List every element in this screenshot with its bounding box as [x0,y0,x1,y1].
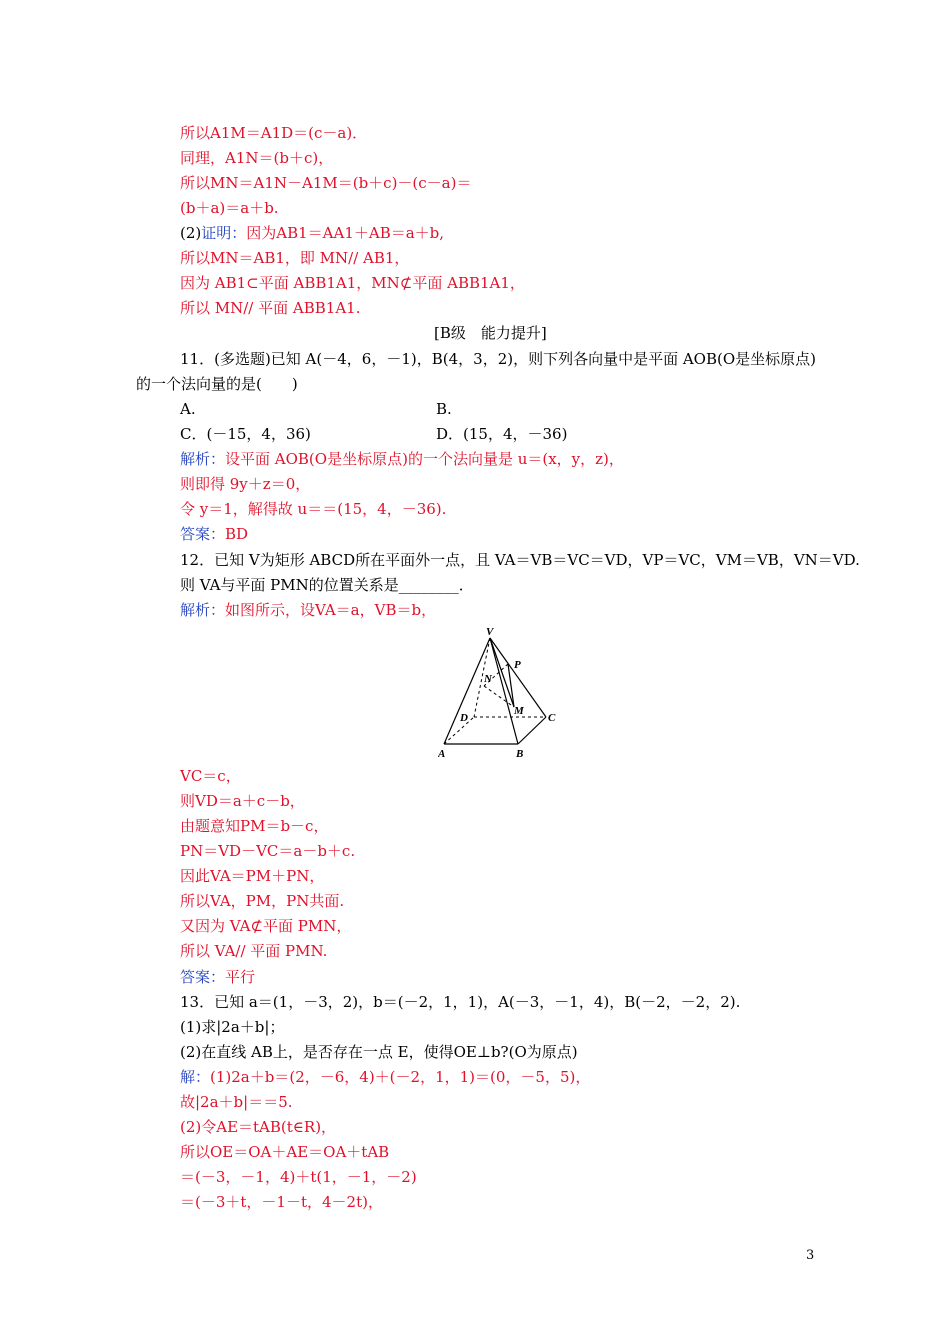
solution-start [180,1066,590,1088]
label-m: M [514,705,524,717]
proof-text: 因为AB1＝AA1＋AB＝a＋b, [246,224,445,242]
solution-line: 所以VA，PM，PN共面. [180,892,345,910]
answer-label: 答案： [180,525,226,543]
solution-line: 故|2a＋b|＝＝5. [180,1093,293,1111]
analysis-label: 解析： [180,601,226,619]
label-b: B [516,748,524,760]
solution-line: VC＝c， [180,767,241,785]
edge-ad [444,717,474,744]
solution-line: (2)令AE＝tAB(t∈R)， [180,1118,337,1136]
label-a: A [438,748,446,760]
question-13-part2: (2)在直线 AB上，是否存在一点 E，使得OE⊥b?(O为原点) [180,1043,578,1061]
answer-label: 答案： [180,968,226,986]
question-11-cont: 的一个法向量的是( ) [136,375,298,393]
label-p: P [514,659,521,671]
solution-line: ＝(－3，－1，4)＋t(1，－1，－2) [180,1168,417,1186]
solution-line: 所以OE＝OA＋AE＝OA＋tAB [180,1143,390,1161]
solution-line: 又因为 VA⊄平面 PMN， [180,917,352,935]
edge-vb [490,638,518,744]
solution-line: 令 y＝1，解得故 u＝＝(15，4，－36). [180,500,447,518]
solution-text: (1)2a＋b＝(2，－6，4)＋(－2，1，1)＝(0，－5，5)， [210,1068,591,1086]
option-d: D．(15，4，－36) [436,425,568,443]
answer-line [180,966,255,988]
label-v: V [486,626,494,638]
question-12-cont: 则 VA与平面 PMN的位置关系是________． [180,576,474,594]
solution-line: 所以A1M＝A1D＝(c－a)． [180,124,368,142]
question-13: 13．已知 a＝(1，－3，2)，b＝(－2，1，1)，A(－3，－1，4)，B(－2，－2，2). [180,993,741,1011]
analysis-text: 设平面 AOB(O是坐标原点)的一个法向量是 u＝(x，y，z)， [225,450,624,468]
answer-text: 平行 [225,968,256,986]
proof-line [180,222,444,244]
solution-line: PN＝VD－VC＝a－b＋c. [180,842,356,860]
edge-bc [518,717,546,744]
solution-line: 因为 AB1⊂平面 ABB1A1，MN⊄平面 ABB1A1， [180,274,525,292]
solution-line: (b＋a)＝a＋b. [180,199,279,217]
label-c: C [548,712,556,724]
label-d: D [460,712,468,724]
option-a: A. [180,400,196,418]
answer-line [180,523,248,545]
solution-line: 所以MN＝A1N－A1M＝(b＋c)－(c－a)＝ [180,174,472,192]
solution-line: 则VD＝a＋c－b， [180,792,305,810]
solution-line: 所以 VA// 平面 PMN. [180,942,328,960]
option-c: C．(－15，4，36) [180,425,311,443]
question-12: 12．已知 V为矩形 ABCD所在平面外一点，且 VA＝VB＝VC＝VD，VP＝VC，VM＝VB，VN＝VD. [180,551,860,569]
question-11: 11．(多选题)已知 A(－4，6，－1)，B(4，3，2)，则下列各向量中是平面 AOB(O是坐标原点) [180,350,817,368]
solution-line: 所以MN＝AB1，即 MN// AB1， [180,249,410,267]
analysis-label: 解析： [180,450,226,468]
section-heading: [B级 能力提升] [434,324,547,342]
analysis-line [180,448,624,470]
page-number: 3 [806,1248,815,1263]
option-b: B. [436,400,452,418]
solution-line: 则即得 9y＋z＝0， [180,475,311,493]
analysis-line [180,599,436,621]
edge-va [444,638,490,744]
answer-text: BD [225,525,249,543]
solution-line: ＝(－3＋t，－1－t，4－2t)， [180,1193,383,1211]
solution-line: 所以 MN// 平面 ABB1A1. [180,299,361,317]
proof-label: 证明： [201,224,247,242]
solution-line: 同理，A1N＝(b＋c)， [180,149,334,167]
part-number: (2) [180,224,202,242]
pyramid-figure [438,624,562,764]
question-13-part1: (1)求|2a＋b|； [180,1018,285,1036]
solution-line: 由题意知PM＝b－c， [180,817,329,835]
segment-vm [490,638,514,707]
segment-nm [484,686,514,707]
label-n: N [484,673,492,685]
solution-label: 解： [180,1068,211,1086]
solution-line: 因此VA＝PM＋PN， [180,867,325,885]
analysis-text: 如图所示，设VA＝a，VB＝b， [225,601,437,619]
